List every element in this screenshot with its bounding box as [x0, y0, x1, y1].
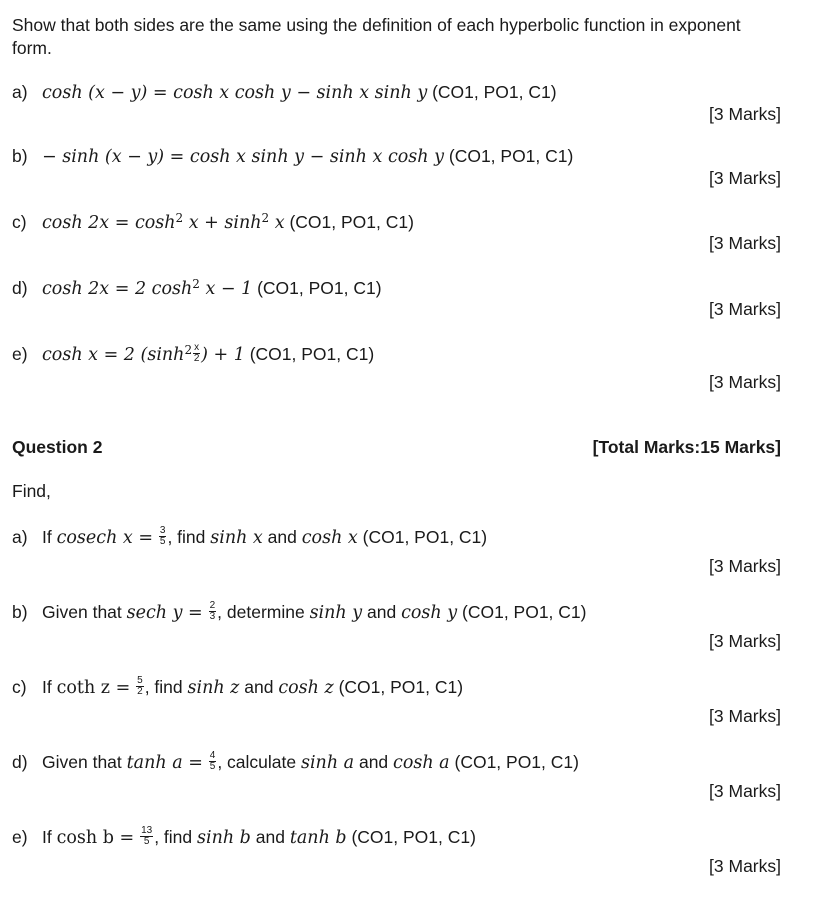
marks-label: [3 Marks]	[709, 372, 781, 392]
fraction	[193, 343, 200, 364]
superscript: 2	[261, 211, 270, 225]
marks-label: [3 Marks]	[709, 233, 781, 253]
marks-label: [3 Marks]	[709, 781, 781, 801]
item-text: , determine	[217, 602, 310, 622]
formula: sinh b	[197, 828, 251, 848]
q1-item-c	[12, 211, 414, 233]
item-text: , find	[154, 827, 197, 847]
superscript: 2	[184, 343, 193, 357]
item-label: c)	[12, 212, 27, 232]
fraction-denominator: 2	[193, 352, 200, 364]
item-label: a)	[12, 82, 28, 102]
marks-label: [3 Marks]	[709, 168, 781, 188]
formula: cosh x = 2 (sinh	[42, 345, 185, 365]
formula: sinh y	[309, 603, 363, 623]
formula: cosh 2x = 2 cosh	[42, 279, 193, 299]
course-code: (CO1, PO1, C1)	[252, 278, 382, 298]
item-text: and	[354, 752, 394, 772]
fraction-numerator: 4	[209, 749, 216, 761]
item-text: and	[250, 827, 290, 847]
item-label: d)	[12, 278, 28, 298]
fraction	[209, 751, 217, 772]
course-code: (CO1, PO1, C1)	[333, 677, 464, 697]
formula: sinh x	[210, 528, 263, 548]
formula: tanh b	[289, 828, 347, 848]
course-code: (CO1, PO1, C1)	[284, 212, 414, 232]
item-text: and	[262, 527, 302, 547]
item-label: b)	[12, 146, 28, 166]
find-label: Find,	[12, 481, 51, 501]
marks-label: [3 Marks]	[709, 556, 781, 576]
item-text: , calculate	[217, 752, 301, 772]
course-code: (CO1, PO1, C1)	[449, 752, 579, 772]
fraction-denominator: 2	[137, 685, 143, 697]
formula: sinh a	[300, 753, 355, 773]
instruction-line-1: Show that both sides are the same using the definition of each hyperbolic function in exponent	[12, 15, 741, 35]
item-text: and	[239, 677, 279, 697]
q2-item-b	[12, 599, 587, 624]
formula: sech y =	[126, 603, 203, 623]
fraction-numerator: 2	[209, 599, 216, 611]
item-text: , find	[144, 677, 188, 697]
item-text: and	[362, 602, 402, 622]
formula: sinh z	[187, 678, 240, 698]
superscript: 2	[192, 277, 200, 291]
formula: cosh y	[401, 603, 458, 623]
q2-item-e	[12, 824, 476, 849]
question-2-title: Question 2	[12, 437, 103, 457]
q1-item-e	[12, 343, 374, 366]
item-label: b)	[12, 602, 28, 622]
fraction-numerator: 3	[159, 524, 166, 536]
q2-item-c	[12, 674, 464, 699]
item-label: d)	[12, 752, 28, 772]
item-text: Given that	[42, 602, 127, 622]
fraction-numerator: x	[194, 341, 200, 353]
formula: x − 1	[199, 279, 253, 299]
fraction	[159, 526, 167, 547]
fraction	[140, 826, 153, 847]
fraction	[209, 601, 217, 622]
course-code: (CO1, PO1, C1)	[346, 827, 476, 847]
superscript: 2	[175, 211, 184, 225]
fraction-numerator: 13	[141, 824, 153, 836]
formula: cosh (x − y) = cosh x cosh y − sinh x sinh y	[42, 83, 428, 103]
formula: x	[269, 213, 285, 233]
item-text: If	[42, 827, 57, 847]
course-code: (CO1, PO1, C1)	[457, 602, 587, 622]
marks-label: [3 Marks]	[709, 856, 781, 876]
q1-item-d	[12, 277, 382, 299]
course-code: (CO1, PO1, C1)	[444, 146, 574, 166]
fraction-denominator: 5	[159, 535, 166, 547]
course-code: (CO1, PO1, C1)	[244, 344, 375, 364]
fraction-denominator: 5	[143, 835, 150, 847]
item-text: Given that	[42, 752, 127, 772]
formula: cosh x	[301, 528, 358, 548]
formula: cosh a	[393, 753, 450, 773]
q1-item-a	[12, 82, 557, 103]
item-text: If	[42, 677, 57, 697]
course-code: (CO1, PO1, C1)	[427, 82, 557, 102]
fraction-denominator: 5	[209, 760, 216, 772]
q2-item-a	[12, 524, 488, 549]
item-label: e)	[12, 344, 28, 364]
item-label: c)	[12, 677, 27, 697]
question-2-total-marks: [Total Marks:15 Marks]	[592, 437, 781, 457]
fraction-numerator: 5	[137, 674, 143, 686]
formula: cosech x =	[56, 528, 153, 548]
formula: coth z =	[56, 678, 131, 698]
item-label: e)	[12, 827, 28, 847]
instruction-line-2: form.	[12, 38, 52, 58]
formula: cosh b =	[56, 828, 135, 848]
marks-label: [3 Marks]	[709, 104, 781, 124]
formula: tanh a =	[126, 753, 203, 773]
item-text: If	[42, 527, 57, 547]
q1-item-b	[12, 146, 573, 167]
marks-label: [3 Marks]	[709, 299, 781, 319]
marks-label: [3 Marks]	[709, 631, 781, 651]
course-code: (CO1, PO1, C1)	[357, 527, 488, 547]
item-label: a)	[12, 527, 28, 547]
formula: x + sinh	[183, 213, 262, 233]
fraction-denominator: 3	[209, 610, 216, 622]
instruction-text	[12, 15, 741, 59]
formula: − sinh (x − y) = cosh x sinh y − sinh x cosh y	[42, 147, 444, 167]
fraction	[136, 676, 144, 697]
formula: cosh z	[278, 678, 334, 698]
q2-item-d	[12, 749, 579, 774]
item-text: , find	[167, 527, 211, 547]
formula: ) + 1	[201, 345, 245, 365]
marks-label: [3 Marks]	[709, 706, 781, 726]
formula: cosh 2x = cosh	[42, 213, 176, 233]
